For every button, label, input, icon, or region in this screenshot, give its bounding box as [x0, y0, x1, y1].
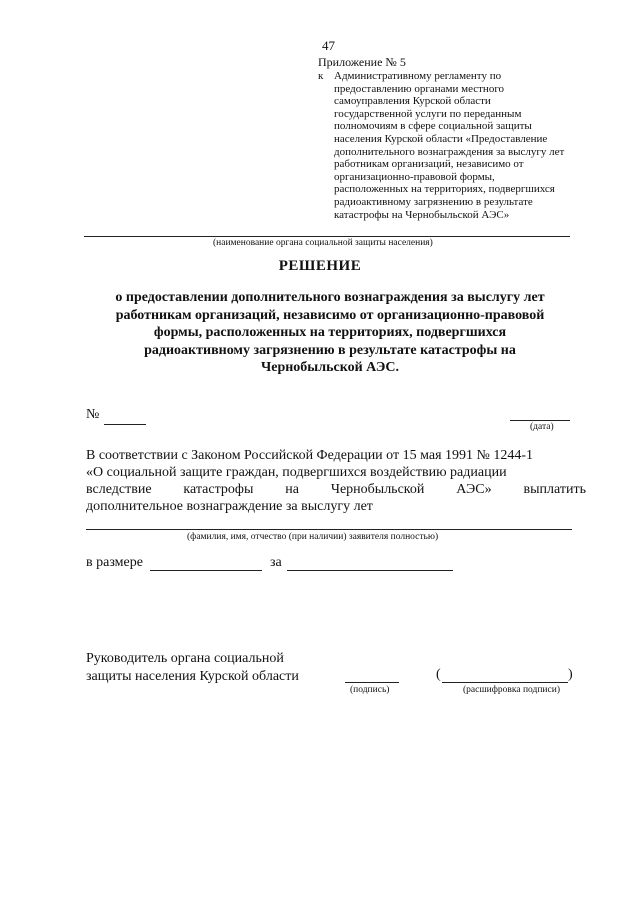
appendix-text — [318, 70, 578, 221]
appendix-heading: Приложение № 5 — [318, 55, 406, 69]
appendix-line: самоуправления Курской области — [334, 95, 491, 108]
open-paren: ( — [436, 667, 441, 682]
body-line: «О социальной защите граждан, подвергшихся воздействию радиации — [86, 465, 507, 480]
appendix-line: предоставлению органами местного — [334, 82, 505, 95]
decision-body — [86, 447, 586, 515]
date-field-line — [510, 420, 570, 421]
signatory-line: защиты населения Курской области — [86, 669, 299, 684]
page-number: 47 — [322, 38, 335, 53]
org-name-caption: (наименование органа социальной защиты населения) — [213, 238, 433, 248]
appendix-line: расположенных на территориях, подвергшихся — [334, 183, 555, 196]
number-field-line — [104, 424, 146, 425]
signatory-line: Руководитель органа социальной — [86, 651, 284, 666]
applicant-name-caption: (фамилия, имя, отчество (при наличии) заявителя полностью) — [187, 532, 439, 542]
subtitle-line: радиоактивному загрязнению в результате катастрофы на — [144, 342, 516, 358]
body-word: АЭС» — [456, 482, 492, 497]
appendix-line: полномочиям в сфере социальной защиты — [334, 120, 532, 133]
period-field-line — [287, 570, 453, 571]
body-line: В соответствии с Законом Российской Федерации от 15 мая 1991 № 1244-1 — [86, 448, 534, 463]
body-line: дополнительное вознаграждение за выслугу лет — [86, 499, 373, 514]
amount-field-line — [150, 570, 262, 571]
body-word: на — [285, 482, 299, 497]
appendix-line: организационно-правовой формы, — [334, 170, 495, 183]
appendix-k: к — [318, 70, 324, 82]
number-label: № — [86, 407, 100, 422]
appendix-line: государственной услуги по переданным — [334, 107, 522, 120]
signature-line — [345, 682, 399, 683]
subtitle-line: формы, расположенных на территориях, подвергшихся — [153, 325, 507, 340]
body-word: вследствие — [86, 482, 152, 497]
appendix-line: населения Курской области «Предоставление — [334, 132, 548, 145]
document-subtitle — [80, 289, 580, 377]
signature-decode-line — [442, 682, 568, 683]
subtitle-line: работникам организаций, независимо от организационно-правовой — [115, 307, 545, 323]
for-label: за — [270, 555, 282, 570]
body-word: выплатить — [523, 482, 586, 497]
appendix-line: катастрофы на Чернобыльской АЭС» — [334, 208, 510, 221]
org-name-line — [84, 236, 570, 237]
signature-caption: (подпись) — [350, 685, 390, 695]
appendix-line: работникам организаций, независимо от — [334, 158, 524, 171]
applicant-name-line — [86, 529, 572, 530]
body-line-justified — [86, 481, 586, 498]
body-word: катастрофы — [183, 482, 254, 497]
signatory-title — [86, 650, 299, 686]
amount-row — [86, 555, 143, 571]
date-caption: (дата) — [530, 422, 554, 432]
appendix-line: дополнительного вознаграждения за выслугу лет — [334, 145, 565, 158]
subtitle-line: о предоставлении дополнительного вознаграждения за выслугу лет — [115, 290, 545, 305]
appendix-line: Административному регламенту по — [334, 70, 502, 82]
amount-label: в размере — [86, 555, 143, 570]
document-title: РЕШЕНИЕ — [278, 258, 362, 274]
signature-decode-caption: (расшифровка подписи) — [463, 685, 560, 695]
subtitle-line: Чернобыльской АЭС. — [260, 360, 400, 375]
body-word: Чернобыльской — [330, 482, 425, 497]
close-paren: ) — [568, 667, 573, 682]
appendix-line: радиоактивному загрязнению в результате — [334, 195, 533, 208]
